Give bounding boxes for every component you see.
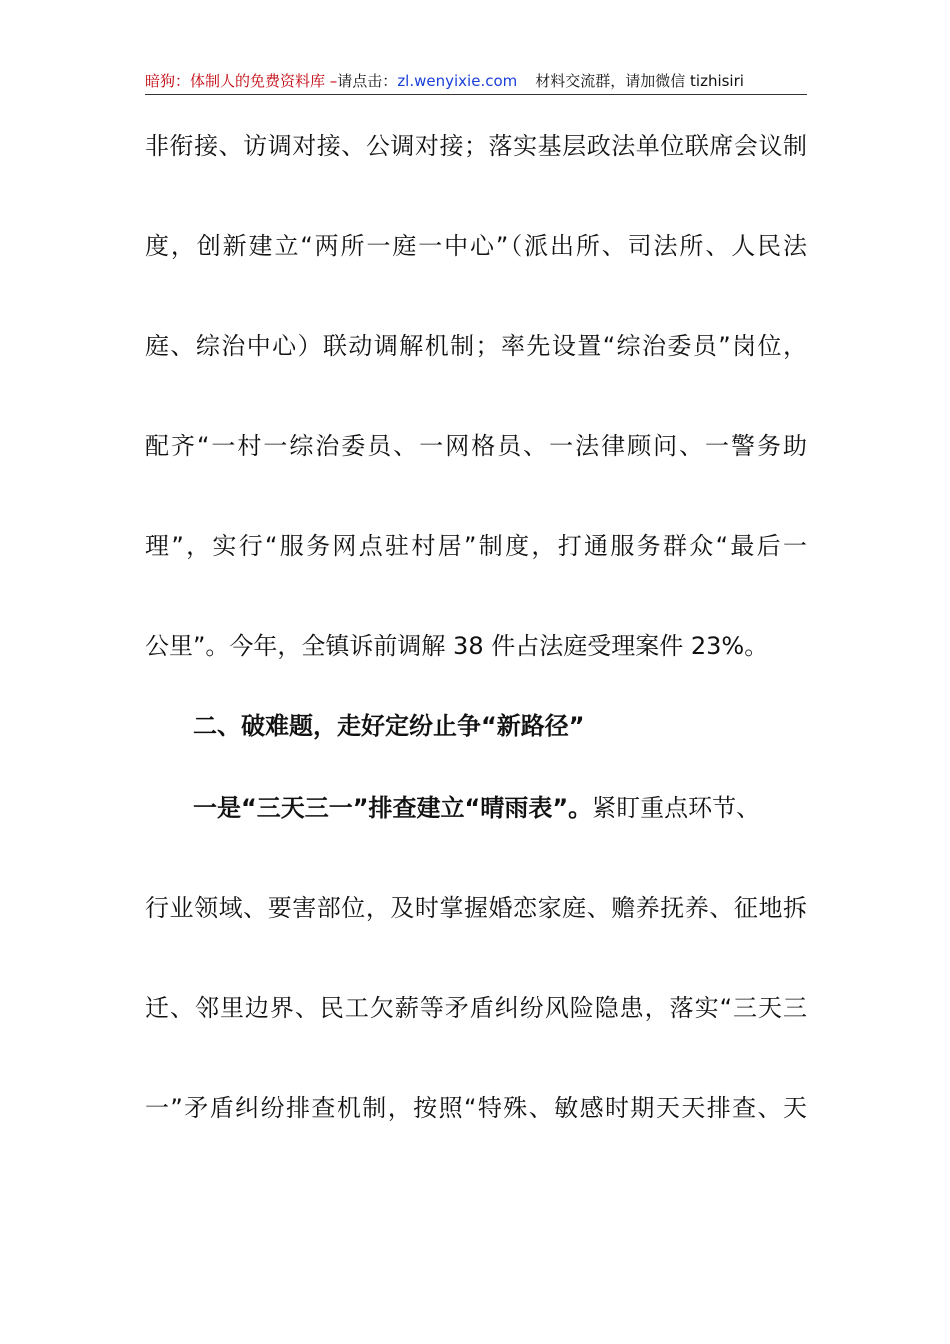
body-line: 公里”。今年，全镇诉前调解 38 件占法庭受理案件 23%。: [145, 632, 769, 660]
header-dash: –: [325, 72, 338, 90]
body-line: 度，创新建立“两所一庭一中心”（派出所、司法所、人民法: [145, 232, 807, 260]
point-paragraph-start: [193, 788, 807, 828]
body-line: 理”，实行“服务网点驻村居”制度，打通服务群众“最后一: [145, 532, 807, 560]
section-heading: 二、破难题，走好定纷止争“新路径”: [193, 712, 585, 740]
header-brand: 暗狗：体制人的免费资料库: [145, 72, 326, 90]
point-title: 一是“三天三一”排查建立“晴雨表”。: [193, 794, 593, 822]
body-line: 迁、邻里边界、民工欠薪等矛盾纠纷风险隐患，落实“三天三: [145, 994, 807, 1022]
body-line: 一”矛盾纠纷排查机制，按照“特殊、敏感时期天天排查、天: [145, 1094, 807, 1122]
body-line: 非衔接、访调对接、公调对接；落实基层政法单位联席会议制: [145, 132, 807, 160]
header-link[interactable]: zl.wenyixie.com: [397, 72, 518, 90]
page-header: [145, 70, 807, 95]
body-line: 行业领域、要害部位，及时掌握婚恋家庭、赡养抚养、征地拆: [145, 894, 807, 922]
point-text: 紧盯重点环节、: [592, 794, 761, 822]
body-line: 配齐“一村一综治委员、一网格员、一法律顾问、一警务助: [145, 432, 807, 460]
header-prompt: 请点击：: [337, 72, 398, 90]
header-group-note: 材料交流群，请加微信 tizhisiri: [535, 72, 744, 90]
body-line: 庭、综治中心）联动调解机制；率先设置“综治委员”岗位，: [145, 332, 807, 360]
